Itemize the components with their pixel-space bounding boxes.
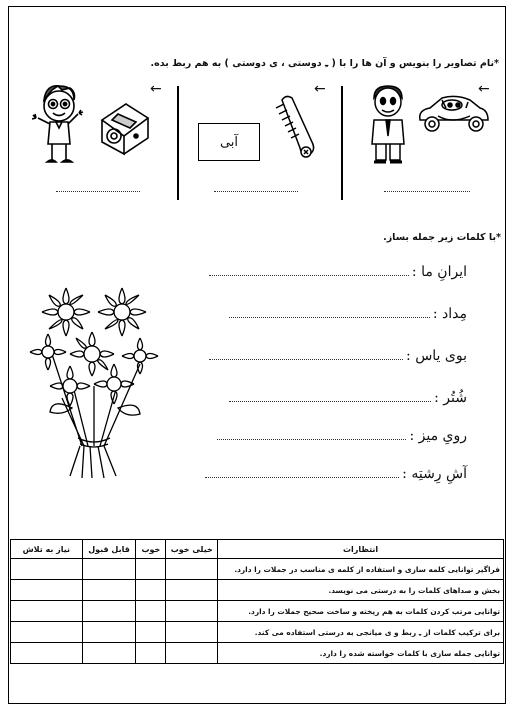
column-divider (177, 86, 179, 200)
rubric-cell[interactable] (11, 559, 83, 580)
rubric-row (11, 580, 504, 601)
arrow-left-icon: ← (314, 81, 326, 97)
boy-icon (32, 82, 84, 168)
sentence-row (217, 428, 467, 444)
rubric-row (11, 559, 504, 580)
car-icon (416, 86, 490, 136)
sentence-answer-line[interactable] (229, 401, 431, 402)
rubric-cell[interactable] (136, 622, 166, 643)
sentence-word: بوی یاس : (406, 348, 467, 364)
rubric-cell[interactable] (11, 643, 83, 664)
section1-instruction: *نام تصاویر را بنویس و آن ها را با ( ـِ دوستی ، ی دوستی ) به هم ربط بده. (150, 58, 499, 69)
rubric-cell[interactable] (82, 622, 136, 643)
sentence-word: رویِ میز : (409, 428, 467, 444)
rubric-cell[interactable] (166, 559, 218, 580)
rubric-header: خوب (136, 540, 166, 559)
rubric-cell[interactable] (136, 643, 166, 664)
rubric-criterion: برای ترکیب کلمات از ـِ ربط و ی میانجی به درستی استفاده می کند. (218, 622, 504, 643)
rubric-row (11, 643, 504, 664)
sentence-row (205, 466, 467, 482)
sentence-word: شُتُر : (434, 390, 467, 406)
rubric-criterion: فراگیر توانایی کلمه سازی و استفاده از کلمه ی مناسب در جملات را دارد. (218, 559, 504, 580)
sentence-answer-line[interactable] (217, 439, 406, 440)
sentence-answer-line[interactable] (205, 477, 399, 478)
flower-bouquet-icon (22, 278, 172, 484)
rubric-cell[interactable] (136, 559, 166, 580)
sentence-word: آشِ رِشتِه : (402, 466, 467, 482)
rubric-cell[interactable] (82, 643, 136, 664)
rubric-cell[interactable] (166, 601, 218, 622)
sentence-word: مِداد : (432, 306, 467, 322)
sentence-row (229, 390, 467, 406)
rubric-cell[interactable] (82, 580, 136, 601)
rubric-cell[interactable] (166, 643, 218, 664)
rubric-cell[interactable] (82, 559, 136, 580)
rubric-row (11, 622, 504, 643)
rubric-cell[interactable] (136, 580, 166, 601)
rubric-header: انتظارات (218, 540, 504, 559)
sentence-answer-line[interactable] (209, 275, 409, 276)
rubric-cell[interactable] (136, 601, 166, 622)
sentence-row (229, 306, 467, 322)
sentence-word: ایرانِ ما : (411, 264, 467, 280)
rubric-header: قابل قبول (82, 540, 136, 559)
rubric-row (11, 601, 504, 622)
answer-line[interactable] (214, 191, 298, 192)
sentence-row (209, 348, 467, 364)
answer-line[interactable] (384, 191, 470, 192)
sharpener-icon (96, 98, 152, 156)
arrow-left-icon: ← (478, 81, 490, 97)
man-icon (366, 84, 410, 168)
arrow-left-icon: ← (150, 81, 162, 97)
rubric-cell[interactable] (166, 622, 218, 643)
rubric-cell[interactable] (11, 580, 83, 601)
sentence-row (209, 264, 467, 280)
rubric-criterion: توانایی جمله سازی با کلمات خواسته شده را دارد. (218, 643, 504, 664)
word-label-box: آبی (198, 123, 260, 161)
answer-line[interactable] (56, 191, 140, 192)
rubric-criterion: توانایی مرتب کردن کلمات به هم ریخته و ساخت صحیح جملات را دارد. (218, 601, 504, 622)
rubric-cell[interactable] (11, 601, 83, 622)
sentence-answer-line[interactable] (229, 317, 430, 318)
comb-icon (272, 92, 322, 172)
column-divider (341, 86, 343, 200)
rubric-header: خیلی خوب (166, 540, 218, 559)
rubric-criterion: بخش و صداهای کلمات را به درستی می نویسد. (218, 580, 504, 601)
rubric-cell[interactable] (82, 601, 136, 622)
rubric-cell[interactable] (166, 580, 218, 601)
sentence-answer-line[interactable] (209, 359, 403, 360)
rubric-header: نیاز به تلاش (11, 540, 83, 559)
rubric-cell[interactable] (11, 622, 83, 643)
rubric-header-row (11, 540, 504, 559)
assessment-rubric-table (10, 539, 504, 664)
section2-instruction: *با کلمات زیر جمله بساز. (383, 232, 501, 243)
